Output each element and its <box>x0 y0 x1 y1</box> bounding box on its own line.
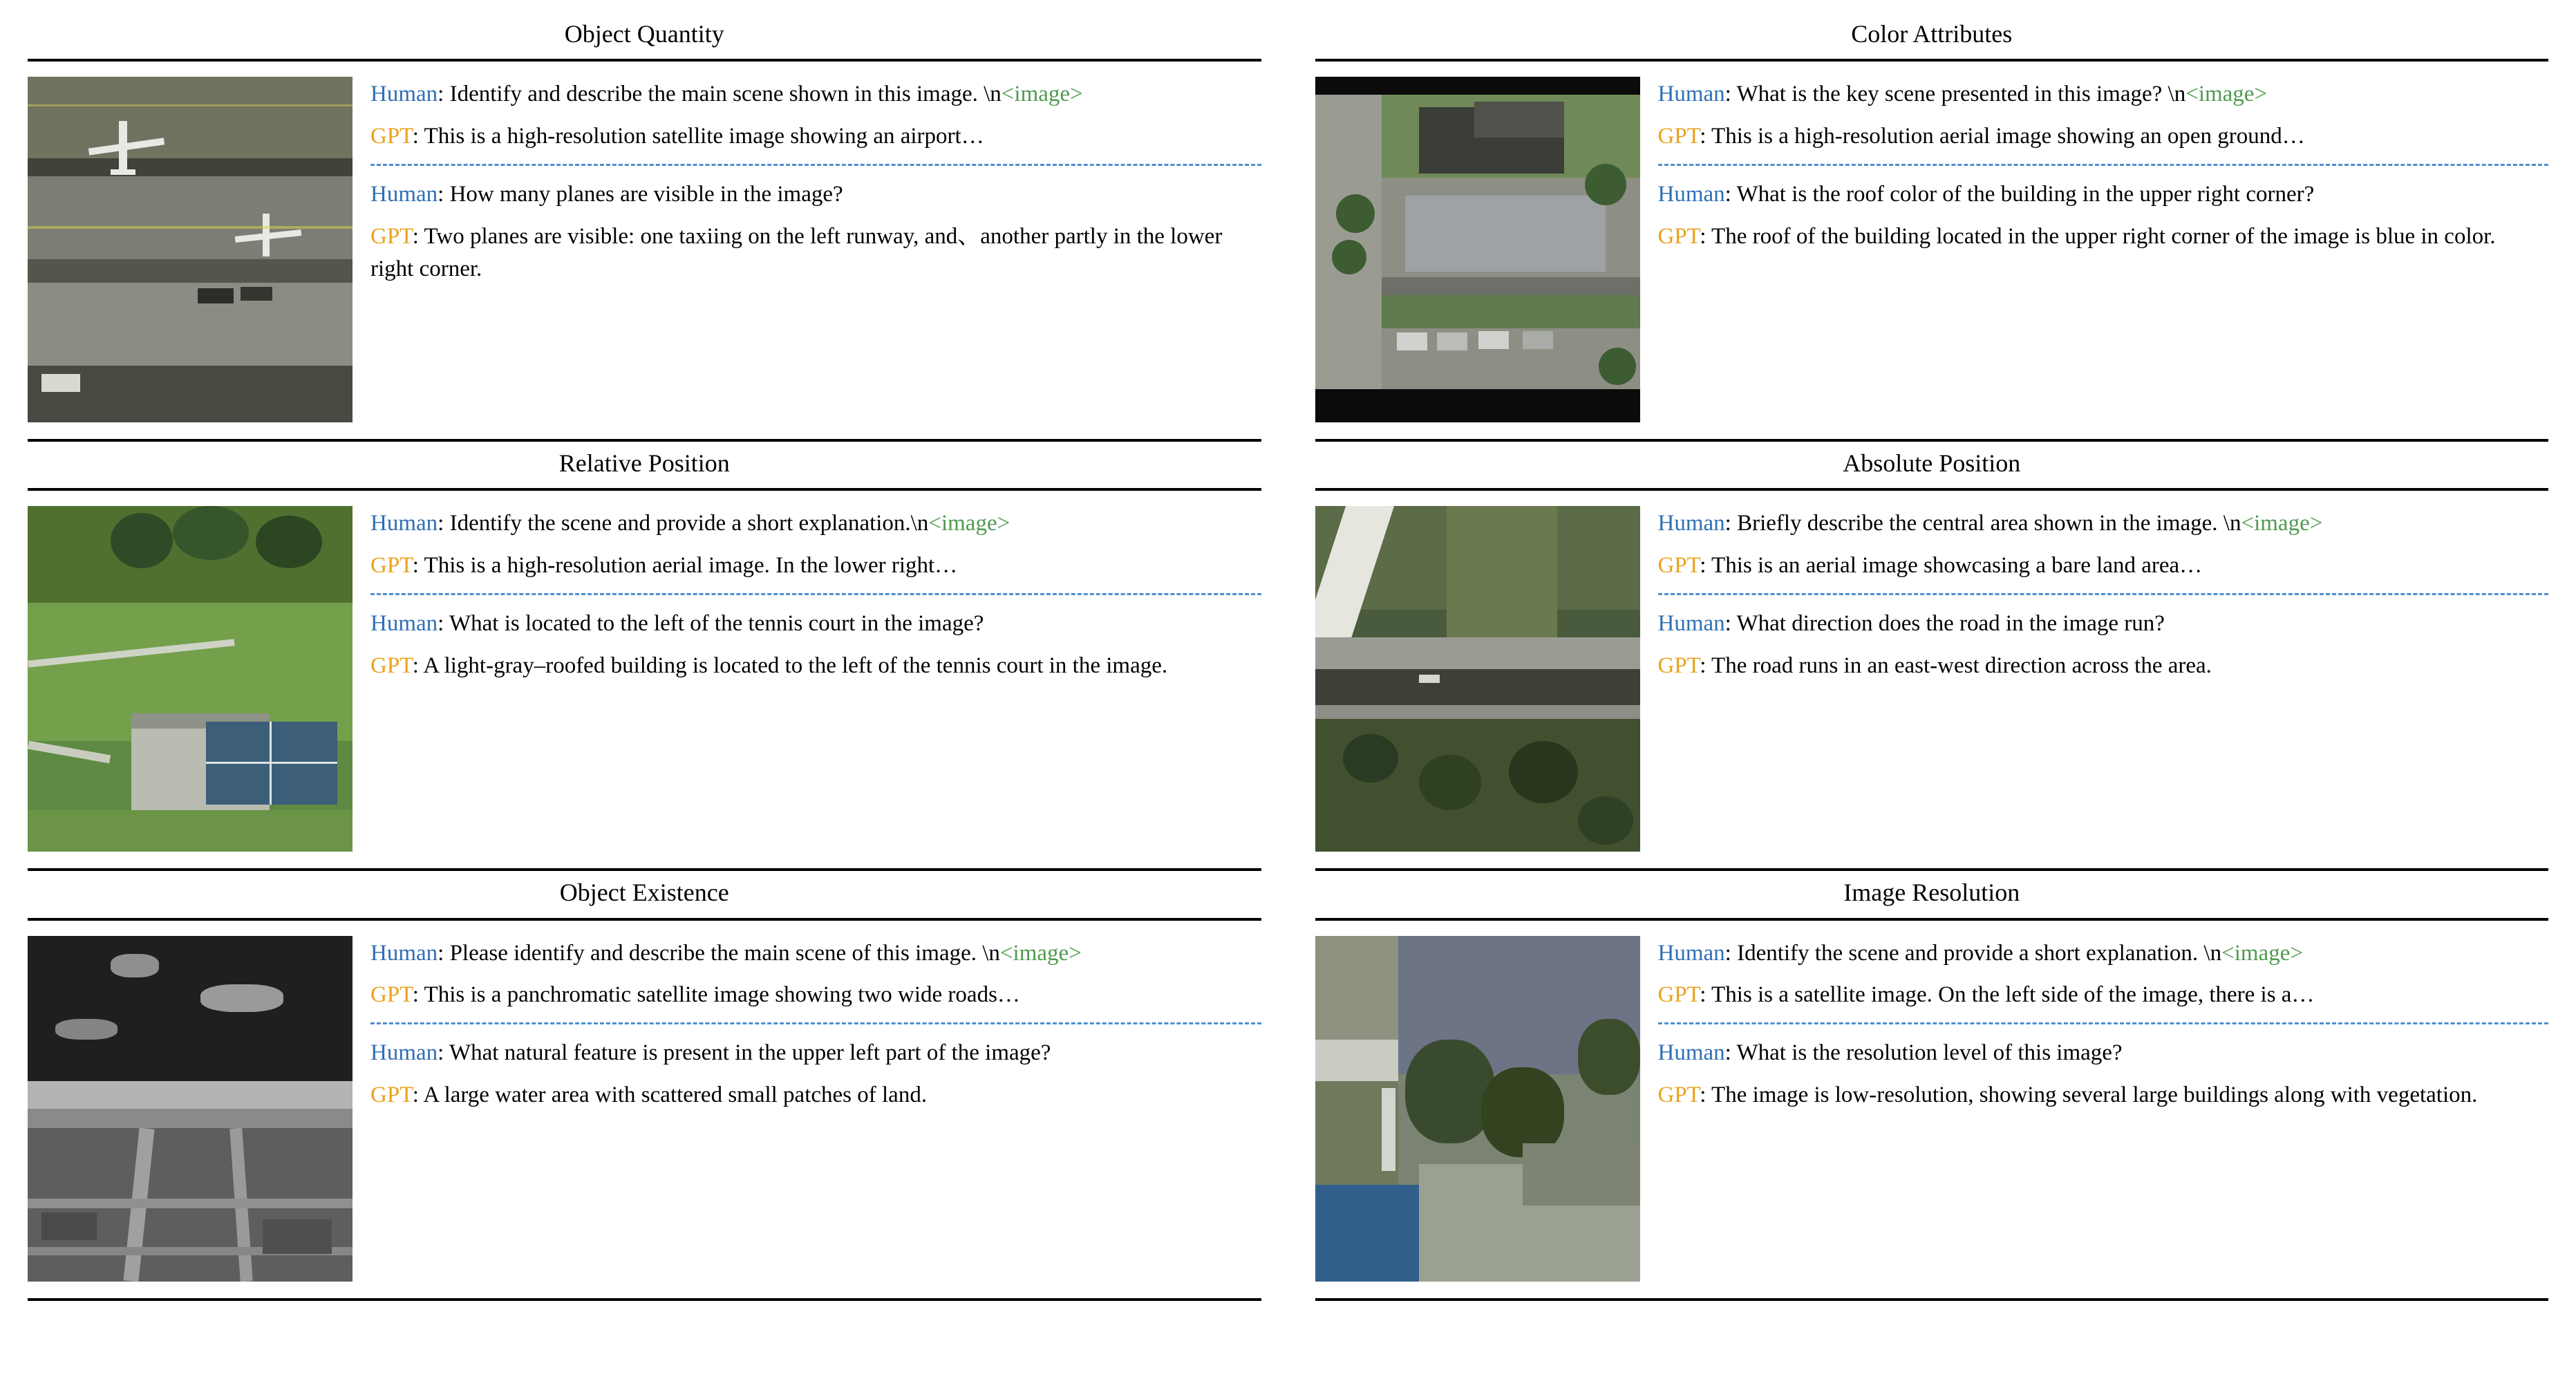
colon: : <box>1700 223 1707 249</box>
turn-human <box>1658 178 2549 211</box>
image-token: <image> <box>2241 511 2323 536</box>
colon: : <box>1700 653 1707 678</box>
turn-text: This is a satellite image. On the left side of the image, there is a… <box>1711 982 2315 1008</box>
turn-text: Identify the scene and provide a short explanation.\n <box>449 511 929 536</box>
turn-gpt <box>1658 120 2549 153</box>
turn-gpt <box>1658 650 2549 682</box>
turn-gpt <box>1658 550 2549 582</box>
panel-title: Absolute Position <box>1315 442 2549 491</box>
speaker-label-human: Human <box>1657 181 1725 207</box>
turn-text: This is an aerial image showcasing a bare land area… <box>1711 553 2203 579</box>
colon: : <box>412 124 419 149</box>
turn-divider <box>370 1022 1261 1024</box>
speaker-label-gpt: GPT <box>370 982 413 1008</box>
turn-text: What natural feature is present in the upper left part of the image? <box>449 1040 1051 1066</box>
panel-title: Image Resolution <box>1315 871 2549 920</box>
image-token: <image> <box>1001 82 1083 107</box>
turn-text: Briefly describe the central area shown in the image. \n <box>1737 511 2241 536</box>
colon: : <box>438 181 444 207</box>
turn-human <box>370 937 1261 970</box>
turn-text: What is the key scene presented in this image? \n <box>1736 82 2186 107</box>
turn-gpt <box>370 550 1261 582</box>
colon: : <box>438 82 444 107</box>
tennis-court-campus-thumbnail <box>28 506 352 852</box>
turn-divider <box>370 593 1261 595</box>
panel-title: Color Attributes <box>1315 12 2549 62</box>
turn-gpt <box>370 221 1261 285</box>
turn-text: The image is low-resolution, showing several large buildings along with vegetation. <box>1711 1082 2478 1108</box>
turn-text: A light-gray–roofed building is located to the left of the tennis court in the image. <box>423 653 1168 678</box>
colon: : <box>1724 1040 1731 1066</box>
panel-body <box>28 62 1261 442</box>
turn-human <box>1658 78 2549 111</box>
suburban-buildings-thumbnail <box>1315 77 1640 422</box>
speaker-label-gpt: GPT <box>1657 223 1700 249</box>
speaker-label-gpt: GPT <box>1657 1082 1700 1108</box>
turn-gpt <box>370 979 1261 1011</box>
image-token: <image> <box>2221 940 2303 966</box>
panel-title: Object Existence <box>28 871 1261 920</box>
panel-title: Object Quantity <box>28 12 1261 62</box>
turn-text: This is a high-resolution aerial image. In the lower right… <box>424 553 958 579</box>
turn-gpt <box>1658 1079 2549 1112</box>
dialog-relative-position <box>370 506 1261 682</box>
panel-absolute-position <box>1315 442 2549 871</box>
turn-divider <box>1658 593 2549 595</box>
turn-text: The road runs in an east-west direction across the area. <box>1711 653 2212 678</box>
colon: : <box>1700 553 1707 579</box>
colon: : <box>1724 940 1731 966</box>
dialog-absolute-position <box>1658 506 2549 682</box>
dialog-object-quantity <box>370 77 1261 285</box>
turn-divider <box>1658 164 2549 166</box>
turn-gpt <box>370 650 1261 682</box>
turn-human <box>370 78 1261 111</box>
bare-land-road-thumbnail <box>1315 506 1640 852</box>
turn-gpt <box>370 1079 1261 1112</box>
turn-text: The roof of the building located in the upper right corner of the image is blue in color. <box>1711 223 2496 249</box>
speaker-label-human: Human <box>1657 940 1725 966</box>
dialog-color-attributes <box>1658 77 2549 252</box>
speaker-label-human: Human <box>370 940 438 966</box>
turn-text: Identify the scene and provide a short explanation. \n <box>1737 940 2222 966</box>
panel-body <box>28 921 1261 1301</box>
colon: : <box>438 611 444 637</box>
image-token: <image> <box>999 940 1082 966</box>
panel-color-attributes <box>1315 12 2549 442</box>
speaker-label-human: Human <box>370 611 438 637</box>
turn-divider <box>1658 1022 2549 1024</box>
speaker-label-human: Human <box>370 181 438 207</box>
speaker-label-gpt: GPT <box>370 223 413 249</box>
turn-text: This is a high-resolution satellite image showing an airport… <box>424 124 984 149</box>
turn-human <box>370 178 1261 211</box>
turn-text: Identify and describe the main scene shown in this image. \n <box>449 82 1002 107</box>
dialog-image-resolution <box>1658 936 2549 1112</box>
colon: : <box>412 1082 419 1108</box>
colon: : <box>412 223 419 249</box>
turn-text: How many planes are visible in the image? <box>449 181 843 207</box>
turn-human <box>1658 608 2549 640</box>
speaker-label-human: Human <box>370 82 438 107</box>
speaker-label-human: Human <box>370 511 438 536</box>
speaker-label-gpt: GPT <box>1657 124 1700 149</box>
panel-title: Relative Position <box>28 442 1261 491</box>
speaker-label-human: Human <box>1657 511 1725 536</box>
turn-human <box>1658 937 2549 970</box>
panel-body <box>28 491 1261 871</box>
speaker-label-gpt: GPT <box>370 124 413 149</box>
colon: : <box>412 553 419 579</box>
image-token: <image> <box>928 511 1010 536</box>
turn-text: This is a high-resolution aerial image showing an open ground… <box>1711 124 2305 149</box>
panel-object-quantity <box>28 12 1261 442</box>
turn-human <box>370 1037 1261 1069</box>
turn-human <box>1658 507 2549 540</box>
speaker-label-gpt: GPT <box>370 553 413 579</box>
speaker-label-human: Human <box>370 1040 438 1066</box>
speaker-label-gpt: GPT <box>1657 982 1700 1008</box>
turn-divider <box>370 164 1261 166</box>
speaker-label-human: Human <box>1657 82 1725 107</box>
dialog-object-existence <box>370 936 1261 1112</box>
speaker-label-human: Human <box>1657 611 1725 637</box>
airport-satellite-thumbnail <box>28 77 352 422</box>
turn-text: Please identify and describe the main scene of this image. \n <box>449 940 1000 966</box>
turn-text: Two planes are visible: one taxiing on the left runway, and、another partly in the lower right corner. <box>370 223 1223 281</box>
turn-gpt <box>1658 979 2549 1011</box>
turn-text: What is located to the left of the tennis court in the image? <box>449 611 984 637</box>
colon: : <box>1724 611 1731 637</box>
panel-body <box>1315 62 2549 442</box>
turn-gpt <box>1658 221 2549 253</box>
colon: : <box>412 982 419 1008</box>
turn-text: What is the roof color of the building in the upper right corner? <box>1736 181 2315 207</box>
speaker-label-gpt: GPT <box>1657 553 1700 579</box>
speaker-label-gpt: GPT <box>370 1082 413 1108</box>
panchromatic-roads-water-thumbnail <box>28 936 352 1282</box>
colon: : <box>1724 511 1731 536</box>
colon: : <box>412 653 419 678</box>
colon: : <box>438 1040 444 1066</box>
panel-body <box>1315 921 2549 1301</box>
turn-human <box>370 608 1261 640</box>
panel-grid <box>28 12 2548 1301</box>
speaker-label-gpt: GPT <box>370 653 413 678</box>
panel-body <box>1315 491 2549 871</box>
colon: : <box>438 940 444 966</box>
colon: : <box>1724 82 1731 107</box>
panel-relative-position <box>28 442 1261 871</box>
panel-object-existence <box>28 871 1261 1300</box>
colon: : <box>1700 1082 1707 1108</box>
turn-human <box>1658 1037 2549 1069</box>
turn-text: What direction does the road in the image run? <box>1736 611 2165 637</box>
panel-image-resolution <box>1315 871 2549 1300</box>
colon: : <box>438 511 444 536</box>
turn-text: What is the resolution level of this image? <box>1736 1040 2123 1066</box>
turn-text: This is a panchromatic satellite image showing two wide roads… <box>424 982 1020 1008</box>
turn-human <box>370 507 1261 540</box>
low-resolution-buildings-thumbnail <box>1315 936 1640 1282</box>
speaker-label-gpt: GPT <box>1657 653 1700 678</box>
colon: : <box>1724 181 1731 207</box>
speaker-label-human: Human <box>1657 1040 1725 1066</box>
turn-gpt <box>370 120 1261 153</box>
image-token: <image> <box>2185 82 2268 107</box>
colon: : <box>1700 124 1707 149</box>
turn-text: A large water area with scattered small patches of land. <box>423 1082 928 1108</box>
colon: : <box>1700 982 1707 1008</box>
